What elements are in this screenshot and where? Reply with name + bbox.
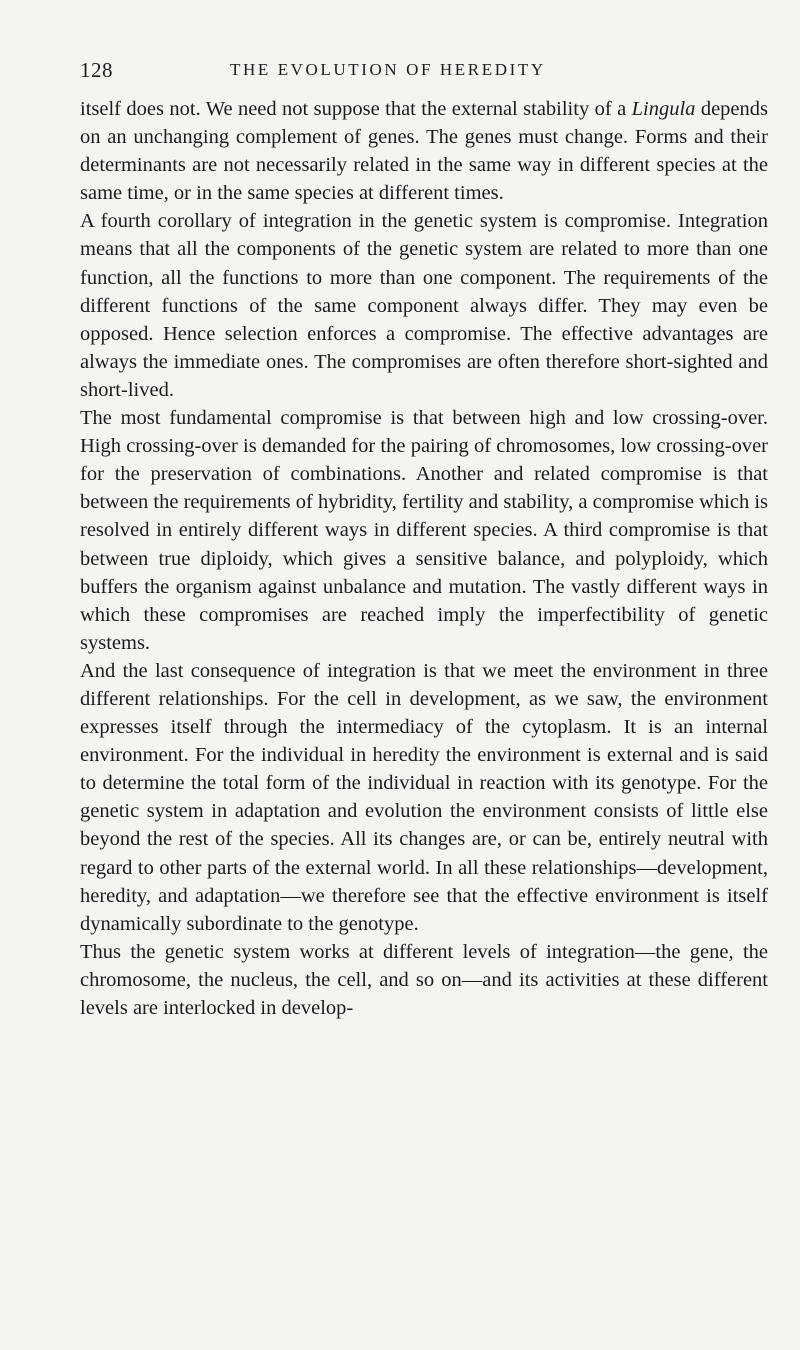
paragraph-1-after: depends on an unchanging complement of genes. The genes must change. Forms and their determinants are not necessarily related in the same way in different species at the same time, or in the same species at different times. (80, 98, 768, 205)
genus-name-italic: Lingula (631, 98, 696, 120)
running-title: THE EVOLUTION OF HEREDITY (230, 60, 546, 79)
running-head (80, 58, 780, 88)
paragraph-5: Thus the genetic system works at different levels of integration—the gene, the chromosome, the nucleus, the cell, and so on—and its activities at these different levels are interlocked in develop- (80, 940, 768, 1019)
paragraph-1 (80, 95, 768, 207)
paragraph-3: The most fundamental compromise is that between high and low crossing-over. High crossing-over is demanded for the pairing of chromosomes, low crossing-over for the preservation of combinations. Another and related compromise is that between the requirements of hybridity, fertility and stability, a compromise which is resolved in entirely different ways in different species. A third compromise is that between true diploidy, which gives a sensitive balance, and polyploidy, which buffers the organism against unbalance and mutation. The vastly different ways in which these compromises are reached imply the imperfectibility of genetic systems. (80, 407, 768, 654)
body-text (80, 95, 768, 1022)
paragraph-1-before: itself does not. We need not suppose that the external stability of a (80, 98, 632, 120)
paragraph-2: A fourth corollary of integration in the genetic system is compromise. Integration means that all the components of the genetic system are related to more than one function, all the functions to more than one component. The requirements of the different functions of the same component always differ. They may even be opposed. Hence selection enforces a compromise. The effective advantages are always the immediate ones. The compromises are often therefore short-sighted and short-lived. (80, 210, 768, 401)
page-number: 128 (80, 58, 113, 82)
paragraph-4: And the last consequence of integration is that we meet the environment in three different relationships. For the cell in development, as we saw, the environment expresses itself through the intermediacy of the cytoplasm. It is an internal environment. For the individual in heredity the environment is external and is said to determine the total form of the individual in reaction with its genotype. For the genetic system in adaptation and evolution the environment consists of little else beyond the rest of the species. All its changes are, or can be, entirely neutral with regard to other parts of the external world. In all these relationships—development, heredity, and adaptation—we therefore see that the effective environment is itself dynamically subordinate to the genotype. (80, 659, 768, 935)
